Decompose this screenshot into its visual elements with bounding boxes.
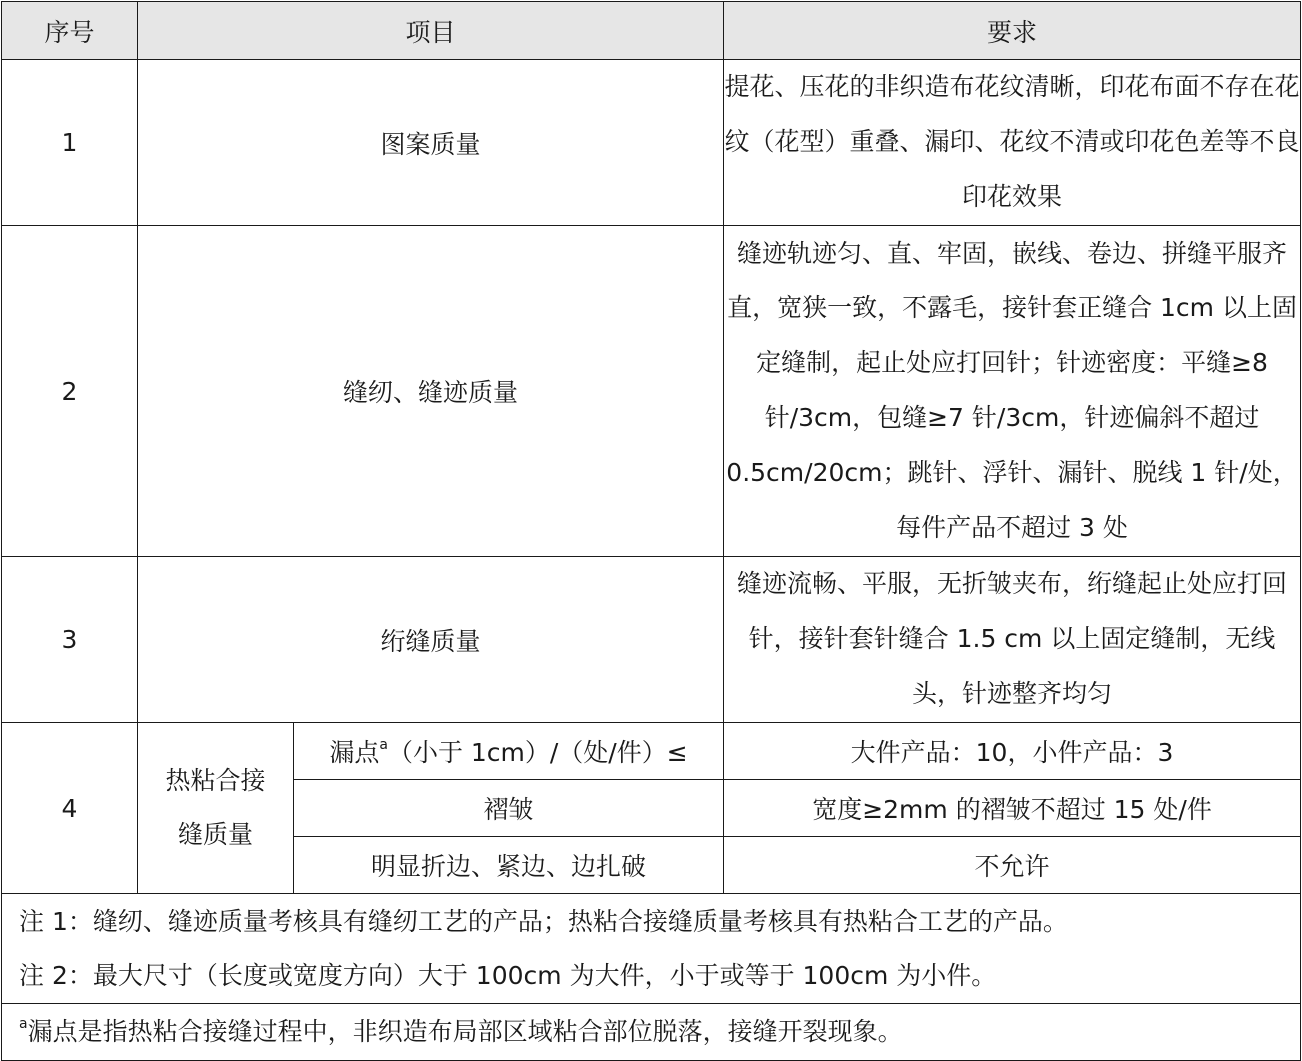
header-requirement: 要求	[724, 2, 1301, 60]
footnote-marker: a	[19, 1016, 28, 1032]
row-requirement: 提花、压花的非织造布花纹清晰，印花布面不存在花纹（花型）重叠、漏印、花纹不清或印花色差等不良印花效果	[724, 60, 1301, 226]
notes-cell	[2, 894, 1301, 1004]
subitem-label-prefix: 漏点	[329, 738, 380, 767]
row-number: 1	[2, 60, 138, 226]
footnote-row	[2, 1004, 1301, 1061]
subitem-requirement: 宽度≥2mm 的褶皱不超过 15 处/件	[724, 780, 1301, 837]
quality-requirements-table	[1, 1, 1301, 1061]
row-item: 绗缝质量	[138, 557, 724, 723]
table-row	[2, 557, 1301, 723]
header-no: 序号	[2, 2, 138, 60]
row-number: 2	[2, 226, 138, 557]
note-1: 注 1：缝纫、缝迹质量考核具有缝纫工艺的产品；热粘合接缝质量考核具有热粘合工艺的产品。	[19, 906, 1068, 936]
subitem-requirement: 不允许	[724, 837, 1301, 894]
subitem-label-suffix: （小于 1cm）/（处/件）≤	[387, 738, 688, 767]
table-row	[2, 226, 1301, 557]
subitem-label	[294, 723, 724, 780]
row-number: 3	[2, 557, 138, 723]
subitem-label: 褶皱	[294, 780, 724, 837]
row-item: 图案质量	[138, 60, 724, 226]
row-number: 4	[2, 723, 138, 894]
notes-row	[2, 894, 1301, 1004]
row-requirement: 缝迹流畅、平服，无折皱夹布，绗缝起止处应打回针，接针套针缝合 1.5 cm 以上固定缝制，无线头，针迹整齐均匀	[724, 557, 1301, 723]
row-item: 热粘合接缝质量	[138, 723, 294, 894]
table-row	[2, 60, 1301, 226]
header-row	[2, 2, 1301, 60]
footnote-cell	[2, 1004, 1301, 1061]
table-row	[2, 723, 1301, 780]
subitem-label: 明显折边、紧边、边扎破	[294, 837, 724, 894]
subitem-requirement: 大件产品：10，小件产品：3	[724, 723, 1301, 780]
note-2: 注 2：最大尺寸（长度或宽度方向）大于 100cm 为大件，小于或等于 100cm 为小件。	[19, 960, 997, 990]
header-item: 项目	[138, 2, 724, 60]
footnote-text: 漏点是指热粘合接缝过程中，非织造布局部区域粘合部位脱落，接缝开裂现象。	[27, 1017, 903, 1046]
row-item: 缝纫、缝迹质量	[138, 226, 724, 557]
row-requirement: 缝迹轨迹匀、直、牢固，嵌线、卷边、拼缝平服齐直，宽狭一致，不露毛，接针套正缝合 1cm 以上固定缝制，起止处应打回针；针迹密度：平缝≥8 针/3cm，包缝≥7 针/3cm，针迹偏斜不超过 0.5cm/20cm；跳针、浮针、漏针、脱线 1 针/处，每件产品不超过 3 处	[724, 226, 1301, 557]
footnote-marker: a	[379, 737, 388, 753]
